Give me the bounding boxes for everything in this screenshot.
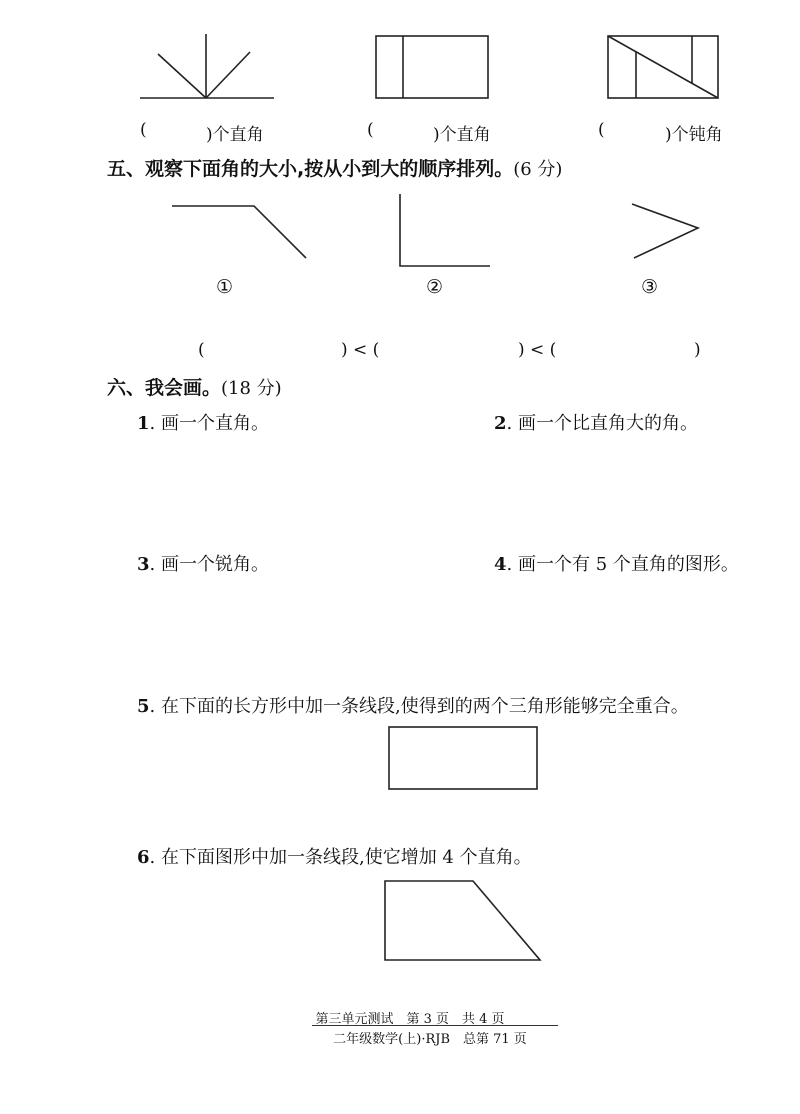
- answer-label-obtuse-angles-c: )个钝角: [665, 125, 723, 145]
- order-less-than-2: ) < (: [518, 340, 557, 360]
- question-6-number: 6: [137, 847, 150, 868]
- section5-heading-text: 五、观察下面角的大小,按从小到大的顺序排列。: [107, 158, 514, 180]
- order-paren-open: (: [198, 340, 205, 360]
- question-2-text: . 画一个比直角大的角。: [506, 413, 698, 434]
- answer-label-right-angles-a: )个直角: [206, 125, 264, 145]
- order-paren-close: ): [694, 340, 701, 360]
- order-less-than-1: ) < (: [341, 340, 380, 360]
- question-3: [137, 550, 269, 576]
- section6-score: (18 分): [221, 378, 282, 399]
- figure-rectangle-diagonal: [606, 34, 720, 100]
- question-1-text: . 画一个直角。: [149, 413, 269, 434]
- question-1-number: 1: [137, 413, 150, 434]
- answer-paren-open-c: (: [598, 120, 605, 140]
- footer-line-1: 第三单元测试 第 3 页 共 4 页: [315, 1012, 505, 1027]
- question-4: [494, 550, 739, 576]
- question-4-number: 4: [494, 554, 507, 575]
- question-2: [494, 409, 698, 435]
- question-6-text: . 在下面图形中加一条线段,使它增加 4 个直角。: [149, 847, 532, 868]
- question-5-text: . 在下面的长方形中加一条线段,使得到的两个三角形能够完全重合。: [149, 696, 689, 717]
- angle-marker-1: ①: [216, 276, 234, 298]
- angle-figure-1: [170, 200, 310, 262]
- angle-marker-2: ②: [426, 276, 444, 298]
- section5-heading: [107, 154, 562, 181]
- question-2-number: 2: [494, 413, 507, 434]
- angle-marker-3: ③: [641, 276, 659, 298]
- question-3-number: 3: [137, 554, 150, 575]
- trapezoid-figure: [382, 878, 544, 964]
- question-6: [137, 843, 532, 869]
- section6-heading: [107, 373, 282, 400]
- figure-rays-angles: [138, 30, 278, 102]
- answer-paren-open-b: (: [367, 120, 374, 140]
- angle-figure-2: [396, 192, 494, 270]
- figure-rectangle-divided: [374, 34, 490, 100]
- answer-label-right-angles-b: )个直角: [433, 125, 491, 145]
- question-5: [137, 692, 689, 718]
- question-3-text: . 画一个锐角。: [149, 554, 269, 575]
- question-4-text: . 画一个有 5 个直角的图形。: [506, 554, 739, 575]
- section5-score: (6 分): [513, 159, 563, 180]
- angle-figure-3: [628, 202, 702, 260]
- section6-heading-text: 六、我会画。: [107, 377, 222, 399]
- answer-paren-open-a: (: [140, 120, 147, 140]
- footer-divider: [312, 1025, 558, 1026]
- rectangle-to-split: [387, 725, 539, 791]
- question-1: [137, 409, 269, 435]
- footer-line-2: 二年级数学(上)·RJB 总第 71 页: [333, 1032, 527, 1047]
- question-5-number: 5: [137, 696, 150, 717]
